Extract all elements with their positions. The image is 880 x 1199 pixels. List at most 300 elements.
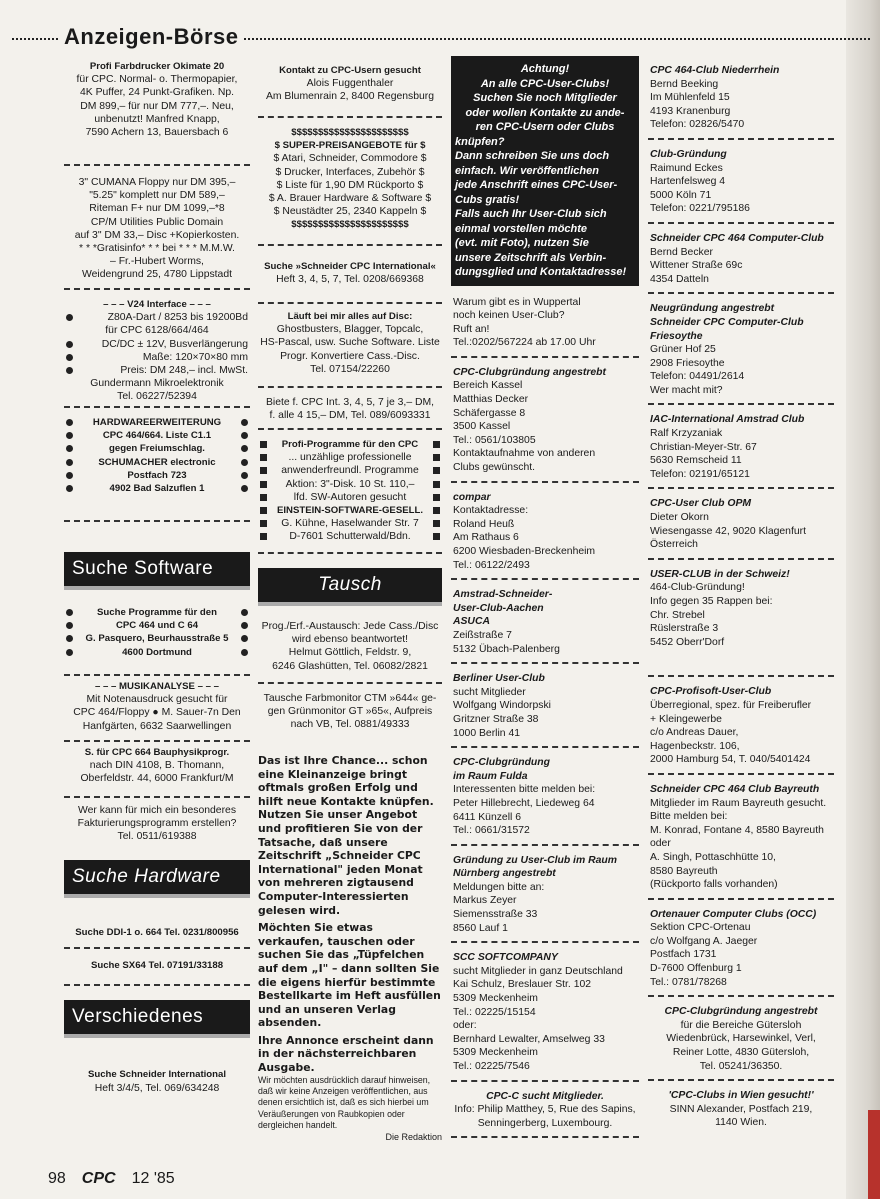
page-number: 98 <box>48 1170 66 1187</box>
club-line: Info: Philip Matthey, 5, Rue des Sapins, <box>454 1104 636 1116</box>
ad-line: Riteman F+ nur DM 1099,–*8 <box>89 203 225 215</box>
bullet-icon <box>260 533 267 540</box>
club-heading: USER-CLUB in der Schweiz! <box>650 568 790 580</box>
chance-paragraph: Ihre Annonce erscheint dann in der nächsterreichbaren Ausgabe. <box>258 1033 434 1075</box>
club-line: Tel.: 06122/2493 <box>453 559 530 571</box>
ad-line: Hanfgärten, 6632 Saarwellingen <box>82 720 232 732</box>
club-line: Matthias Decker <box>453 394 529 406</box>
club-niederrhein <box>648 56 834 140</box>
ad-line: D-7601 Schutterwald/Bdn. <box>289 531 411 543</box>
ad-line: DC/DC ± 12V, Busverlängerung <box>101 338 248 350</box>
club-line: Kontaktaufnahme von anderen <box>453 448 596 460</box>
notice-line: dungsglied und Kontaktadresse! <box>455 266 627 278</box>
club-line: Hagenbeckstr. 106, <box>650 740 740 752</box>
club-fulda <box>451 748 639 846</box>
ad-line: $$$$$$$$$$$$$$$$$$$$$$ <box>291 219 409 231</box>
club-heading: Schneider CPC 464 Computer-Club <box>650 232 824 244</box>
ad-line: 6246 Glashütten, Tel. 06082/2821 <box>272 660 428 672</box>
ad-line: Prog./Erf.-Austausch: Jede Cass./Disc <box>261 621 439 632</box>
bullet-icon <box>260 441 267 448</box>
ad-line: Tel. 07154/22260 <box>310 363 390 375</box>
club-line: Mitglieder im Raum Bayreuth gesucht. <box>650 797 827 809</box>
club-line: Bitte melden bei: <box>650 811 728 823</box>
club-line: Am Rathaus 6 <box>453 532 519 544</box>
ad-line: unbenutzt! Manfred Knapp, <box>94 113 220 125</box>
club-heading: CPC 464-Club Niederrhein <box>650 65 780 76</box>
club-line: Interessenten bitte melden bei: <box>453 784 596 796</box>
club-line: 5132 Übach-Palenberg <box>453 643 560 655</box>
club-heading: CPC-User Club OPM <box>650 498 752 510</box>
bullet-icon <box>433 467 440 474</box>
club-line: Meldungen bitte an: <box>453 881 545 893</box>
club-line: Zeißstraße 7 <box>453 629 512 641</box>
club-compar <box>451 483 639 581</box>
bullet-icon <box>66 419 73 426</box>
ad-line: G. Pasquero, Beurhausstraße 5 <box>85 633 229 645</box>
bullet-icon <box>260 507 267 514</box>
club-heading: CPC-Clubgründung angestrebt <box>453 366 606 378</box>
club-line: Tel.: 0561/103805 <box>453 434 536 446</box>
club-line: für die Bereiche Gütersloh <box>680 1019 802 1031</box>
club-line: oder <box>650 838 671 850</box>
ad-cumana <box>64 166 250 290</box>
ad-bauphysik <box>64 742 250 798</box>
ad-headline: Suche Schneider International <box>87 1069 227 1081</box>
bullet-icon <box>241 472 248 479</box>
club-heading: Nürnberg angestrebt <box>453 868 556 880</box>
ad-okimate <box>64 56 250 166</box>
club-heading: CPC-Clubgründung angestrebt <box>664 1006 818 1018</box>
chance-paragraph: Das ist Ihre Chance... schon eine Kleinanzeige bringt oftmals großen Erfolg und hilft neue Kontakte knüpfen. <box>258 754 434 808</box>
ad-line: * * *Gratisinfo* * * bei * * * M.M.W. <box>79 243 235 255</box>
club-heading: User-Club-Aachen <box>453 602 544 614</box>
club-line: Schäfergasse 8 <box>453 407 526 419</box>
ad-line: Weidengrund 25, 4780 Lippstadt <box>81 269 232 281</box>
club-line: 6411 Künzell 6 <box>453 811 521 823</box>
club-line: Sektion CPC-Ortenau <box>650 922 751 934</box>
club-line: sucht Mitglieder <box>453 686 526 698</box>
club-line: + Kleingewerbe <box>650 713 722 725</box>
ad-headline: Profi Farbdrucker Okimate 20 <box>89 61 225 72</box>
club-line: Kontaktadresse: <box>453 505 529 517</box>
ad-line: Suche Programme für den <box>97 607 217 618</box>
ad-line: Am Blumenrain 2, 8400 Regensburg <box>265 91 435 103</box>
bullet-icon <box>66 445 73 452</box>
chance-signature: Die Redaktion <box>385 1131 442 1142</box>
club-softcompany <box>451 943 639 1081</box>
ad-farbmonitor <box>258 684 442 742</box>
ad-line: wird ebenso beantwortet! <box>291 634 409 646</box>
notice-line: Falls auch Ihr User-Club sich <box>455 208 607 220</box>
club-heading: IAC-International Amstrad Club <box>650 414 805 426</box>
ad-line: $ A. Brauer Hardware & Software $ <box>268 193 432 205</box>
ad-line: $ Drucker, Interfaces, Zubehör $ <box>275 166 425 178</box>
user-club-notice <box>451 56 639 286</box>
club-line: Grüner Hof 25 <box>650 344 716 356</box>
notice-line: (evt. mit Foto), nutzen Sie <box>455 237 589 249</box>
bullet-icon <box>260 467 267 474</box>
chance-paragraph: Nutzen Sie unser Angebot und profitieren Sie von der Tatsache, daß unsere Zeitschrift „Schneider CPC International" jeden Monat von mehreren zigtausend Computer-Interessierten gelesen wird. <box>258 808 423 917</box>
ad-line: anwenderfreundl. Programme <box>281 465 419 477</box>
ad-line: Tel. 06227/52394 <box>117 391 197 403</box>
bullet-icon <box>433 520 440 527</box>
ad-line: Oberfeldstr. 44, 6000 Frankfurt/M <box>80 773 234 785</box>
bullet-icon <box>66 341 73 348</box>
ad-line: $ Liste für 1,90 DM Rückporto $ <box>276 179 424 191</box>
club-line: Bernd Becker <box>650 246 713 258</box>
ad-suche-heft <box>258 246 442 304</box>
club-line: 2908 Friesoythe <box>650 357 725 369</box>
ad-disc <box>258 304 442 388</box>
club-line: Reiner Lotte, 4830 Gütersloh, <box>672 1047 810 1059</box>
club-line: Roland Heuß <box>453 518 515 530</box>
ad-line: Wer kann für mich ein besonderes <box>77 805 237 816</box>
club-line: Wiedenbrück, Harsewinkel, Verl, <box>666 1033 816 1045</box>
club-line: Bernd Beeking <box>650 78 719 90</box>
ad-line: $$$$$$$$$$$$$$$$$$$$$$ <box>291 127 409 138</box>
club-line: Rüslerstraße 3 <box>650 623 719 635</box>
banner-tausch: Tausch <box>258 568 442 606</box>
ad-headline: Kontakt zu CPC-Usern gesucht <box>279 65 421 76</box>
bullet-icon <box>241 609 248 616</box>
bullet-icon <box>260 520 267 527</box>
club-line: c/o Wolfgang A. Jaeger <box>650 935 758 947</box>
club-line: 5452 Oberr'Dorf <box>650 636 725 648</box>
bullet-icon <box>66 459 73 466</box>
ad-biete <box>258 388 442 430</box>
club-line: oder: <box>453 1020 477 1032</box>
ad-line: Aktion: 3"-Disk. 10 St. 110,– <box>285 478 415 490</box>
notice-line: ren CPC-Usern oder Clubs <box>475 121 615 133</box>
ad-line: CPC 464 und C 64 <box>115 620 199 632</box>
club-line: 5000 Köln 71 <box>650 189 712 201</box>
club-profisoft <box>648 677 834 775</box>
club-line: 464-Club-Gründung! <box>650 582 745 594</box>
ad-line: auf 3" DM 33,– Disc +Kopierkosten. <box>74 229 240 241</box>
notice-line: unsere Zeitschrift als Verbin- <box>455 251 607 264</box>
club-line: Gritzner Straße 38 <box>453 713 539 725</box>
notice-line: Achtung! <box>520 63 570 75</box>
club-line: Dieter Okorn <box>650 512 709 524</box>
club-line: 8580 Bayreuth <box>650 865 718 877</box>
ad-headline: Profi-Programme für den CPC <box>281 439 419 450</box>
club-line: Chr. Strebel <box>650 609 705 621</box>
club-friesoythe <box>648 294 834 405</box>
ad-line: "5.25" komplett nur DM 589,– <box>89 190 225 202</box>
ad-line: nach VB, Tel. 0881/49333 <box>290 719 410 731</box>
club-line: Peter Hillebrecht, Liedeweg 64 <box>453 797 595 809</box>
club-line: 1140 Wien. <box>715 1117 767 1129</box>
club-line: 1000 Berlin 41 <box>453 727 521 739</box>
club-line: Siemensstraße 33 <box>453 909 538 921</box>
ad-headline: – – – MUSIKANALYSE – – – <box>95 681 219 692</box>
bullet-icon <box>241 635 248 642</box>
club-line: Tel.: 0781/78268 <box>650 976 727 988</box>
club-line: Tel.: 0661/31572 <box>453 825 530 837</box>
club-heading: Neugründung angestrebt <box>650 303 775 315</box>
ad-line: 3" CUMANA Floppy nur DM 395,– <box>78 177 236 188</box>
club-koeln <box>648 140 834 224</box>
club-line: Hartenfelsweg 4 <box>650 176 726 188</box>
bullet-icon <box>433 507 440 514</box>
ad-line: Tel. 0511/619388 <box>117 831 197 843</box>
club-nuernberg <box>451 846 639 944</box>
bullet-icon <box>260 494 267 501</box>
ad-line: Biete f. CPC Int. 3, 4, 5, 7 je 3,– DM, <box>265 397 435 408</box>
ad-line: Postfach 723 <box>127 469 187 481</box>
club-line: Im Mühlenfeld 15 <box>650 92 730 104</box>
ad-line: EINSTEIN-SOFTWARE-GESELL. <box>276 505 424 517</box>
club-heading: CPC-C sucht Mitglieder. <box>486 1090 604 1102</box>
ad-line: Preis: DM 248,– incl. MwSt. <box>120 365 248 377</box>
bullet-icon <box>260 454 267 461</box>
ad-line: SCHUMACHER electronic <box>98 456 216 468</box>
ad-line: Alois Fuggenthaler <box>306 78 394 90</box>
notice-line: oder wollen Kontakte zu ande- <box>465 106 625 119</box>
club-opm <box>648 489 834 559</box>
club-heading: Schneider CPC 464 Club Bayreuth <box>650 783 820 795</box>
bullet-icon <box>66 432 73 439</box>
club-heading: SCC SOFTCOMPANY <box>453 952 558 964</box>
bullet-icon <box>66 367 73 374</box>
page-edge-mark <box>868 1110 880 1199</box>
club-line: 5309 Meckenheim <box>453 993 538 1005</box>
club-line: Warum gibt es in Wuppertal <box>453 296 581 308</box>
club-line: Info gegen 35 Rappen bei: <box>650 596 773 607</box>
club-line: Markus Zeyer <box>453 895 517 907</box>
club-line: noch keinen User-Club? <box>453 310 565 322</box>
ad-line: Maße: 120×70×80 mm <box>142 351 248 363</box>
club-line: 3500 Kassel <box>453 421 511 433</box>
notice-line: jede Anschrift eines CPC-User- <box>455 179 618 191</box>
page-title: Anzeigen-Börse <box>58 24 244 50</box>
bullet-icon <box>433 494 440 501</box>
club-line: Wittener Straße 69c <box>650 260 743 272</box>
ad-line: Fakturierungsprogramm erstellen? <box>77 818 237 830</box>
club-line: Ruft an! <box>453 323 490 335</box>
club-line: Telefon: 04491/2614 <box>650 371 745 383</box>
club-line: 5630 Remscheid 11 <box>650 455 742 467</box>
ad-line: lfd. SW-Autoren gesucht <box>293 491 407 503</box>
club-line: sucht Mitglieder in ganz Deutschland <box>453 965 623 977</box>
club-iac <box>648 405 834 489</box>
bullet-icon <box>66 472 73 479</box>
club-line: 8560 Lauf 1 <box>453 922 508 934</box>
ad-line: gen Grünmonitor GT »65«, Aufpreis <box>267 706 433 718</box>
club-berlin <box>451 664 639 748</box>
club-line: Wolfgang Windorpski <box>453 700 551 712</box>
club-asuca <box>451 580 639 664</box>
ad-line: Suche SX64 Tel. 07191/33188 <box>90 960 224 972</box>
notice-line: An alle CPC-User-Clubs! <box>480 77 610 90</box>
club-line: D-7600 Offenburg 1 <box>650 963 742 975</box>
club-bayreuth <box>648 775 834 900</box>
bullet-icon <box>66 649 73 656</box>
ad-line: Mit Notenausdruck gesucht für <box>86 694 228 706</box>
club-line: 6200 Wiesbaden-Breckenheim <box>453 546 596 557</box>
club-heading: Friesoythe <box>650 330 703 342</box>
club-guetersloh <box>648 997 834 1081</box>
ad-line: 7590 Achern 13, Bauersbach 6 <box>85 127 229 139</box>
ad-schumacher <box>64 408 250 522</box>
ad-fakturierung <box>64 798 250 854</box>
ad-line: Gundermann Mikroelektronik <box>90 378 224 390</box>
club-heading: 'CPC-Clubs in Wien gesucht!' <box>668 1090 814 1102</box>
club-line: c/o Andreas Dauer, <box>650 727 739 739</box>
club-line: Kai Schulz, Breslauer Str. 102 <box>453 979 592 991</box>
ad-v24-interface <box>64 290 250 408</box>
bullet-icon <box>66 609 73 616</box>
bullet-icon <box>241 485 248 492</box>
chance-notice <box>258 742 442 1142</box>
club-heading: CPC-Clubgründung <box>453 757 550 769</box>
page-footer <box>48 1170 175 1188</box>
club-heading: ASUCA <box>453 616 490 628</box>
ad-line: – Fr.-Hubert Worms, <box>110 256 204 268</box>
ad-line: Suche DDI-1 o. 664 Tel. 0231/800956 <box>75 927 239 938</box>
club-wuppertal <box>451 286 639 358</box>
banner-suche-software: Suche Software <box>64 552 250 590</box>
ad-line: gegen Freiumschlag. <box>109 443 205 455</box>
club-heading: Gründung zu User-Club im Raum <box>453 854 617 866</box>
ad-einstein-software <box>258 430 442 554</box>
club-heading: Ortenauer Computer Clubs (OCC) <box>650 908 817 920</box>
ad-line: nach DIN 4108, B. Thomann, <box>89 760 225 772</box>
club-line: 4193 Kranenburg <box>650 105 731 117</box>
ad-line: CP/M Utilities Public Domain <box>90 216 224 228</box>
club-heading: im Raum Fulda <box>453 770 528 782</box>
ad-line: Progr. Konvertiere Cass.-Disc. <box>280 350 420 362</box>
bullet-icon <box>241 445 248 452</box>
ad-line: CPC 464/Floppy ● M. Sauer-7n Den <box>73 707 241 719</box>
club-heading: Schneider CPC Computer-Club <box>650 316 804 328</box>
bullet-icon <box>66 314 73 321</box>
club-heading: CPC-Profisoft-User-Club <box>650 686 772 698</box>
chance-paragraph: Möchten Sie etwas verkaufen, tauschen oder suchen Sie das „Tüpfelchen auf dem „I" – dann sollten Sie die eigens hierfür bestimmte Bestellkarte im Heft ausfüllen und an unseren Verlag absenden. <box>258 921 441 1030</box>
notice-line: Dann schreiben Sie uns doch <box>455 150 610 162</box>
club-line: Telefon: 02826/5470 <box>650 119 745 131</box>
bullet-icon <box>433 454 440 461</box>
club-datteln <box>648 224 834 294</box>
club-line: M. Konrad, Fontane 4, 8580 Bayreuth <box>650 824 824 836</box>
column-3 <box>451 56 639 1138</box>
club-line: Telefon: 02191/65121 <box>650 468 750 480</box>
ad-line: für CPC 6128/664/464 <box>105 325 209 337</box>
ad-line: G. Kühne, Haselwander Str. 7 <box>281 518 419 530</box>
ad-headline: HARDWAREERWEITERUNG <box>92 417 222 428</box>
ad-austausch <box>258 616 442 684</box>
club-line: Tel.: 02225/7546 <box>453 1061 530 1072</box>
ad-line: HS-Pascal, usw. Suche Software. Liste <box>260 337 440 349</box>
club-line: Tel. 05241/36350. <box>699 1060 783 1072</box>
club-line: Telefon: 0221/795186 <box>650 203 750 215</box>
bullet-icon <box>66 622 73 629</box>
notice-line: knüpfen? <box>455 135 505 148</box>
ad-line: Heft 3, 4, 5, 7, Tel. 0208/669368 <box>276 274 424 286</box>
ad-headline: Suche »Schneider CPC International« <box>264 261 436 272</box>
ad-line: $ Atari, Schneider, Commodore $ <box>273 153 427 165</box>
banner-suche-hardware: Suche Hardware <box>64 860 250 898</box>
ad-musikanalyse <box>64 676 250 742</box>
club-line: 2000 Hamburg 54, T. 040/5401424 <box>650 754 811 766</box>
ad-line: Helmut Göttlich, Feldstr. 9, <box>288 647 412 659</box>
club-line: Christian-Meyer-Str. 67 <box>650 441 757 453</box>
club-line: Wer macht mit? <box>650 384 723 396</box>
bullet-icon <box>241 432 248 439</box>
bullet-icon <box>260 481 267 488</box>
club-line: 4354 Datteln <box>650 273 709 285</box>
club-line: SINN Alexander, Postfach 219, <box>669 1103 813 1115</box>
ad-line: f. alle 4 15,– DM, Tel. 089/6093331 <box>269 410 431 422</box>
notice-line: einmal vorstellen möchte <box>455 222 588 235</box>
ad-line: Heft 3/4/5, Tel. 069/634248 <box>94 1082 220 1094</box>
club-kassel <box>451 358 639 483</box>
bullet-icon <box>241 419 248 426</box>
club-schweiz <box>648 560 834 678</box>
ad-headline: – – – V24 Interface – – – <box>103 299 211 310</box>
club-line: Österreich <box>650 539 698 551</box>
bullet-icon <box>241 622 248 629</box>
club-line: Überregional, spez. für Freiberufler <box>650 699 812 711</box>
ad-sx64 <box>64 949 250 986</box>
club-line: Tel.: 02225/15154 <box>453 1006 536 1018</box>
notice-line: Cubs gratis! <box>455 193 520 206</box>
column-2 <box>258 56 442 1142</box>
ad-line: DM 899,– für nur DM 777,–. Neu, <box>80 100 234 112</box>
ad-line: $ Neustädter 25, 2340 Kappeln $ <box>273 206 427 218</box>
club-line: Clubs gewünscht. <box>453 462 536 474</box>
club-line: Tel.:0202/567224 ab 17.00 Uhr <box>453 337 596 349</box>
ad-line: CPC 464/664. Liste C1.1 <box>102 430 212 442</box>
magazine-logo: CPC <box>81 1170 116 1187</box>
ad-line: 4K Puffer, 24 Punkt-Grafiken. Np. <box>79 87 235 99</box>
bullet-icon <box>433 441 440 448</box>
ad-line: 4600 Dortmund <box>122 646 192 658</box>
page-edge <box>846 0 880 1199</box>
ad-headline: S. für CPC 664 Bauphysikprogr. <box>84 747 230 758</box>
club-line: Bernhard Lewalter, Amselweg 33 <box>453 1033 605 1045</box>
ad-line: Z80A-Dart / 8253 bis 19200Bd <box>107 312 248 324</box>
ad-schneider-international <box>64 1048 250 1094</box>
club-line: A. Singh, Pottaschhütte 10, <box>650 851 776 863</box>
club-ortenau <box>648 900 834 998</box>
issue-date: 12 '85 <box>131 1170 175 1187</box>
club-line: Wiesengasse 42, 9020 Klagenfurt <box>650 525 806 537</box>
column-1 <box>64 56 250 1095</box>
ad-line: 4902 Bad Salzuflen 1 <box>109 483 205 495</box>
bullet-icon <box>66 485 73 492</box>
club-wien <box>648 1081 834 1130</box>
club-line: Postfach 1731 <box>650 949 717 961</box>
club-line: (Rückporto falls vorhanden) <box>650 879 778 891</box>
ad-pasquero <box>64 600 250 676</box>
ad-headline: $ SUPER-PREISANGEBOTE für $ <box>274 140 426 152</box>
bullet-icon <box>66 635 73 642</box>
bullet-icon <box>433 481 440 488</box>
ad-super-preisangebote <box>258 118 442 246</box>
ad-line: ... unzählige professionelle <box>288 452 412 464</box>
club-line: Senningerberg, Luxembourg. <box>477 1117 613 1129</box>
ad-line: Tausche Farbmonitor CTM »644« ge- <box>263 693 437 704</box>
club-luxembourg <box>451 1082 639 1139</box>
notice-line: einfach. Wir veröffentlichen <box>455 164 599 177</box>
ad-kontakt <box>258 56 442 118</box>
bullet-icon <box>241 459 248 466</box>
column-4 <box>648 56 834 1130</box>
bullet-icon <box>433 533 440 540</box>
club-heading: compar <box>453 491 491 503</box>
notice-line: Suchen Sie noch Mitglieder <box>473 92 617 104</box>
